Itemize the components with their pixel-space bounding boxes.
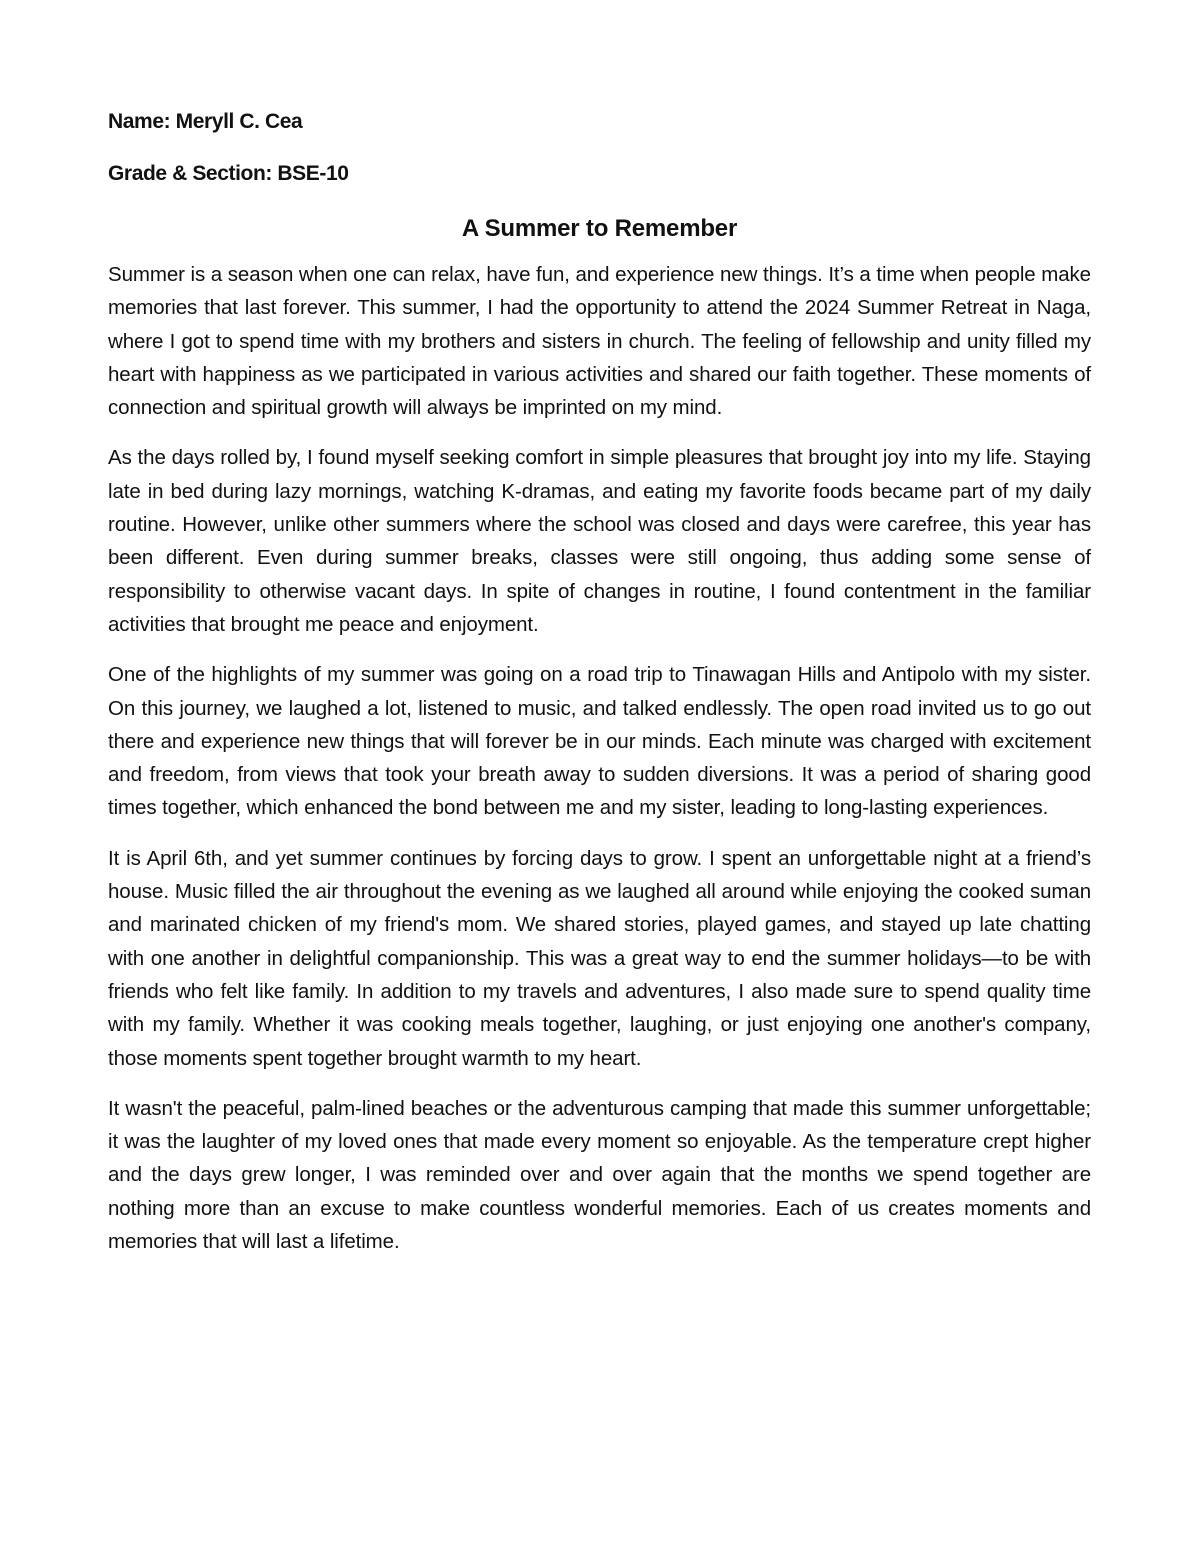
essay-title: A Summer to Remember [461, 215, 738, 242]
name-line [108, 104, 1091, 140]
grade-section-label: Grade & Section [108, 162, 266, 185]
paragraph-3: One of the highlights of my summer was going on a road trip to Tinawagan Hills and Antipolo with my sister. On this journey, we laughed a lot, listened to music, and talked endlessly. The open road invited us to go out there and experience new things that will forever be in our minds. Each minute was charged with excitement and freedom, from views that took your breath away to sudden diversions. It was a period of sharing good times together, which enhanced the bond between me and my sister, leading to long-lasting experiences. [108, 663, 1091, 820]
document-page [108, 104, 1091, 1275]
paragraph-4: It is April 6th, and yet summer continues by forcing days to grow. I spent an unforgettable night at a friend’s house. Music filled the air throughout the evening as we laughed all around while enjoying the cooked suman and marinated chicken of my friend's mom. We shared stories, played games, and stayed up late chatting with one another in delightful companionship. This was a great way to end the summer holidays—to be with friends who felt like family. In addition to my travels and adventures, I also made sure to spend quality time with my family. Whether it was cooking meals together, laughing, or just enjoying one another's company, those moments spent together brought warmth to my heart. [108, 846, 1091, 1070]
paragraph-1: Summer is a season when one can relax, have fun, and experience new things. It’s a time when people make memories that last forever. This summer, I had the opportunity to attend the 2024 Summer Retreat in Naga, where I got to spend time with my brothers and sisters in church. The feeling of fellowship and unity filled my heart with happiness as we participated in various activities and shared our faith together. These moments of connection and spiritual growth will always be imprinted on my mind. [108, 263, 1091, 420]
grade-section-value: BSE-10 [277, 162, 349, 185]
name-separator: : [163, 110, 176, 133]
grade-section-separator: : [265, 162, 278, 185]
name-value: Meryll C. Cea [175, 110, 303, 133]
name-label: Name [108, 110, 164, 133]
paragraph-2: As the days rolled by, I found myself seeking comfort in simple pleasures that brought joy into my life. Staying late in bed during lazy mornings, watching K-dramas, and eating my favorite foods became part of my daily routine. However, unlike other summers where the school was closed and days were carefree, this year has been different. Even during summer breaks, classes were still ongoing, thus adding some sense of responsibility to otherwise vacant days. In spite of changes in routine, I found contentment in the familiar activities that brought me peace and enjoyment. [108, 446, 1091, 636]
paragraph-5: It wasn't the peaceful, palm-lined beaches or the adventurous camping that made this summer unforgettable; it was the laughter of my loved ones that made every moment so enjoyable. As the temperature crept higher and the days grew longer, I was reminded over and over again that the months we spend together are nothing more than an excuse to make countless wonderful memories. Each of us creates moments and memories that will last a lifetime. [108, 1096, 1091, 1254]
grade-section-line [108, 156, 1091, 192]
